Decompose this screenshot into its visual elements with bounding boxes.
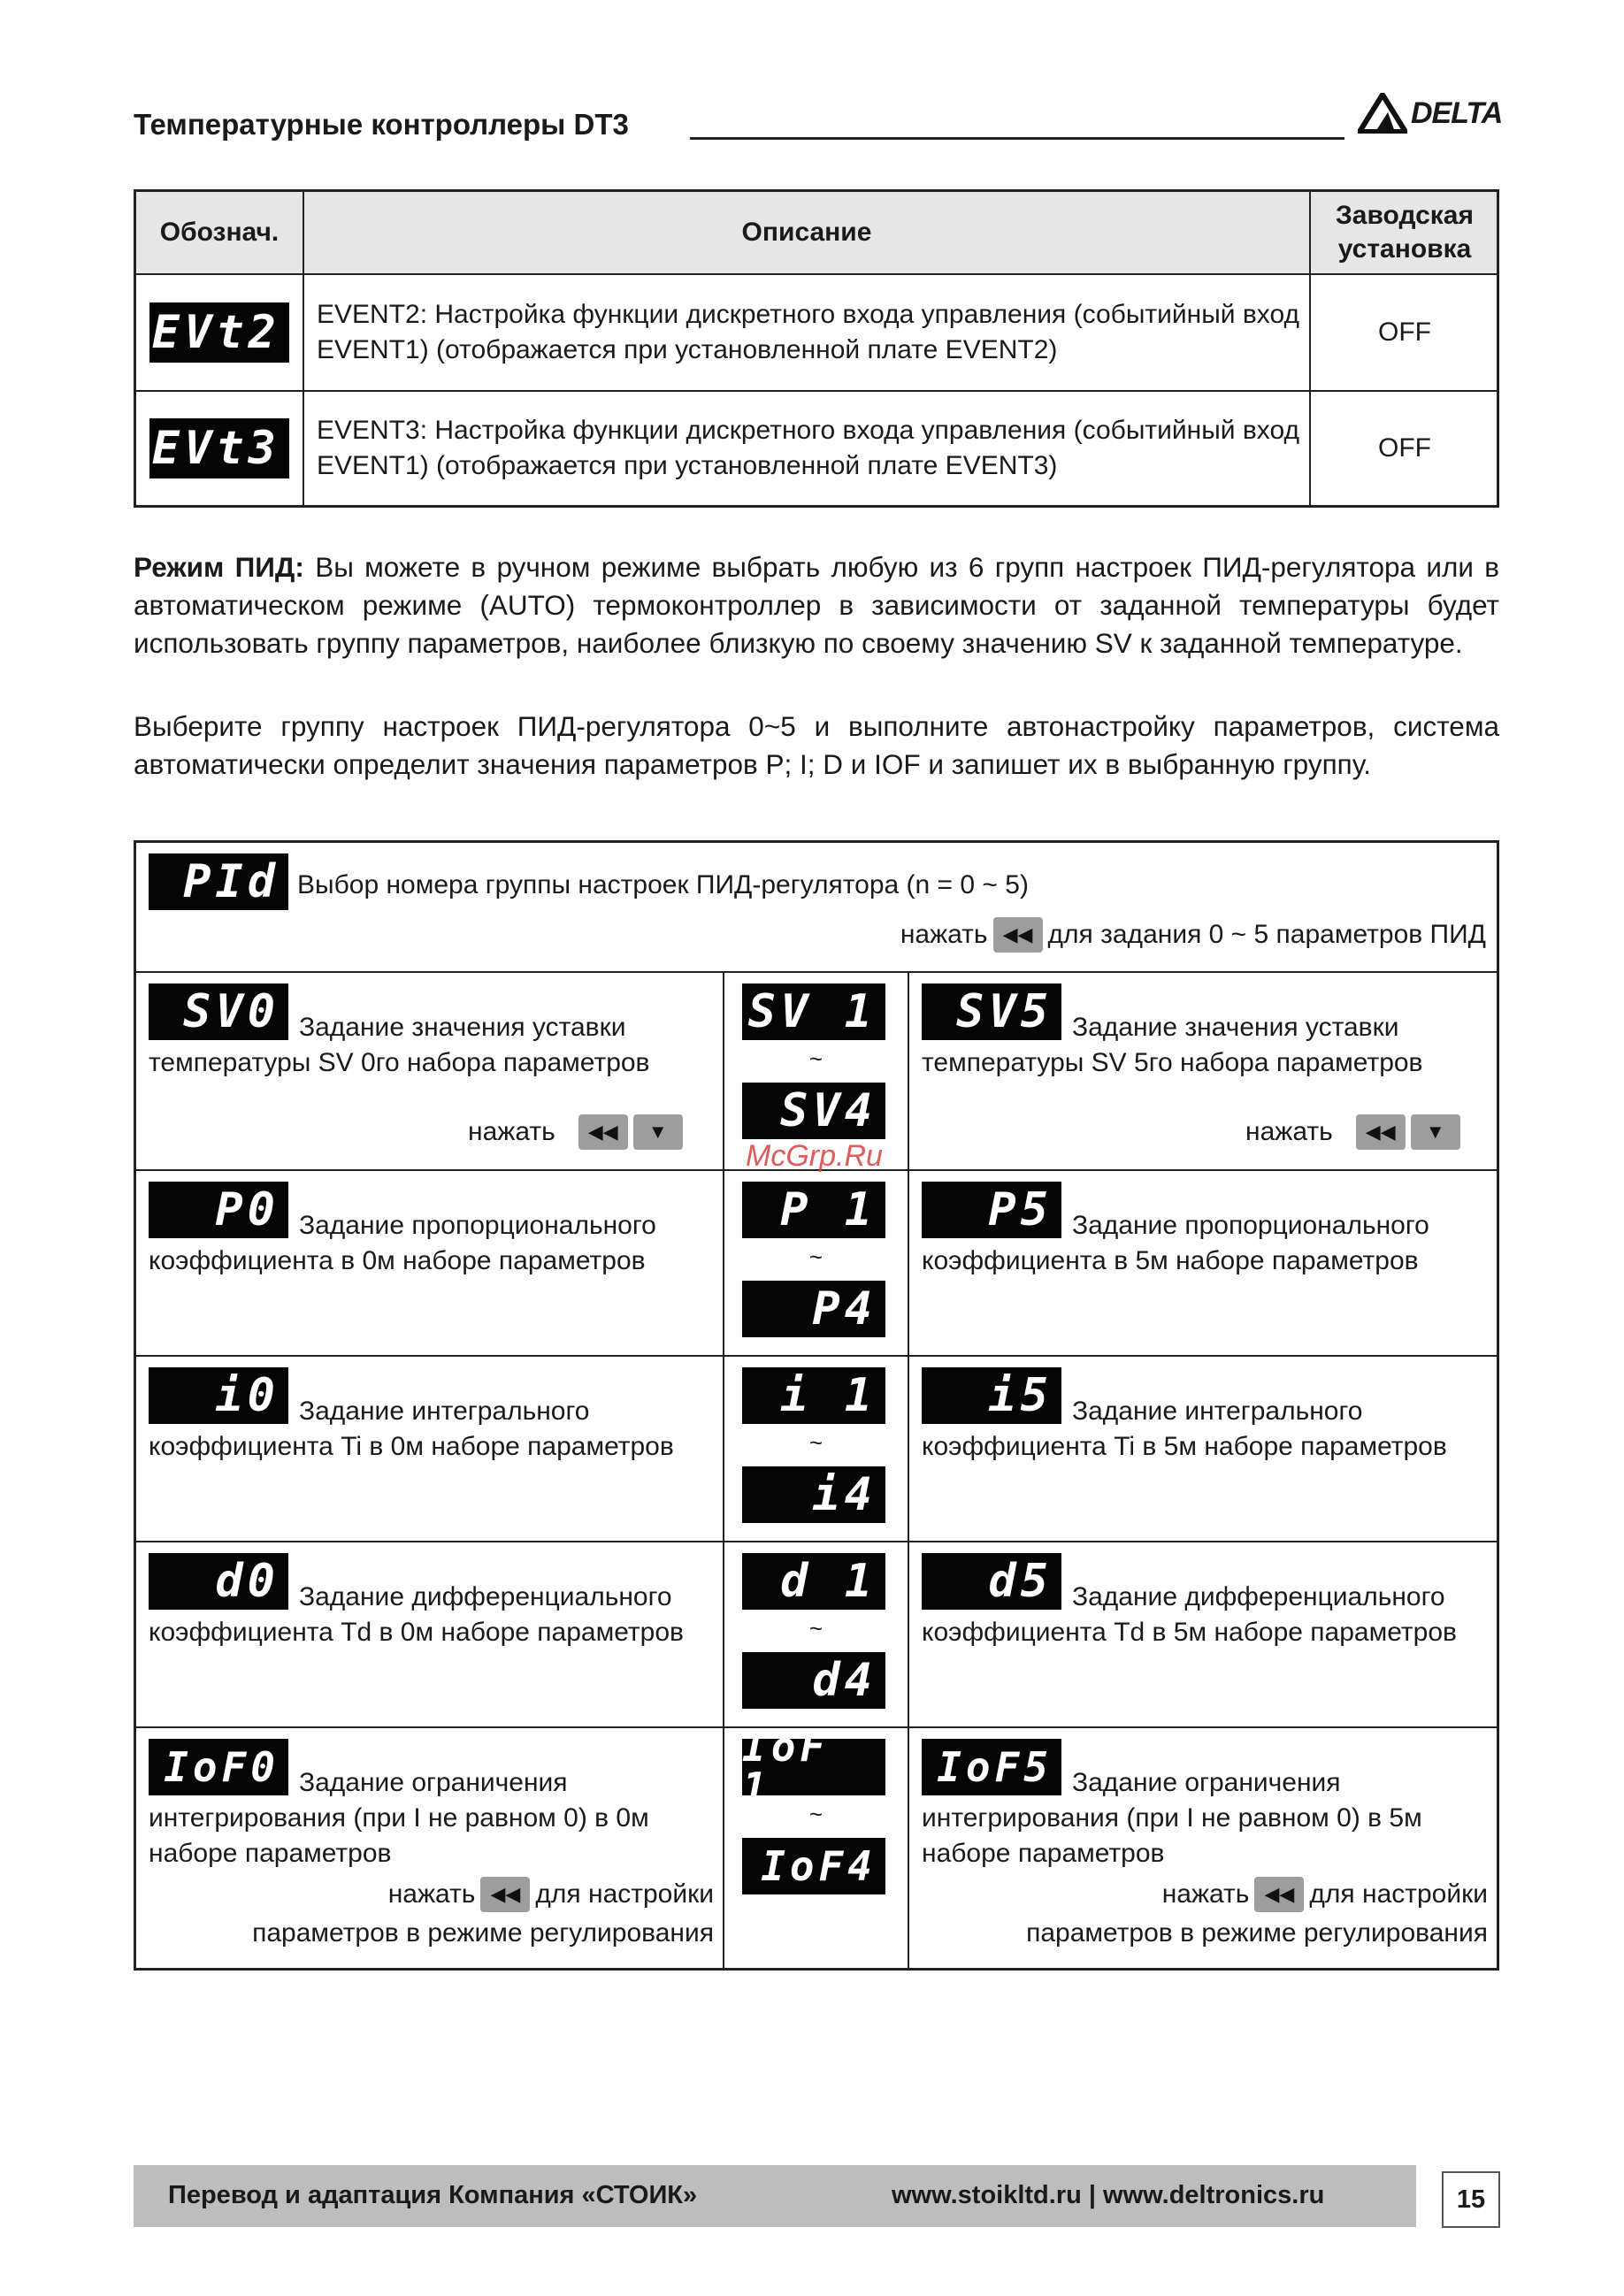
pid-row-i [136, 1357, 1497, 1542]
press-hint: нажать ◀◀ ▼ [1245, 1114, 1460, 1150]
footer-credit: Перевод и адаптация Компания «СТОИК» [168, 2181, 698, 2209]
back-button-icon: ◀◀ [480, 1877, 530, 1912]
watermark: McGrp.Ru [746, 1139, 883, 1173]
row-default-value: OFF [1378, 433, 1431, 463]
press-hint: нажать ◀◀ для настройки [1162, 1877, 1488, 1912]
row-default-value: OFF [1378, 318, 1431, 347]
press-hint-line2: параметров в режиме регулирования [252, 1918, 714, 1948]
range-tilde: ~ [808, 1615, 823, 1642]
cell-text: Задание пропорционального коэффициента в 0м наборе параметров [149, 1211, 656, 1275]
column-header-description: Описание [304, 192, 1311, 273]
range-tilde: ~ [808, 1801, 823, 1827]
led-display: d5 [922, 1553, 1061, 1610]
event-table [134, 189, 1499, 508]
cell-text: Задание интегрального коэффициента Ti в 5м наборе параметров [922, 1397, 1447, 1461]
cell-text: Задание значения уставки температуры SV 5го набора параметров [922, 1013, 1423, 1077]
led-display: IoF5 [922, 1739, 1061, 1795]
led-display: IoF 1 [742, 1739, 885, 1795]
page-header-title: Температурные контроллеры DT3 [134, 108, 629, 141]
cell-text: Задание ограничения интегрирования (при I не равном 0) в 5м наборе параметров [922, 1768, 1422, 1868]
cell-text: Задание дифференциального коэффициента Td в 0м наборе параметров [149, 1582, 684, 1647]
press-hint: нажать ◀◀ ▼ [468, 1114, 683, 1150]
led-display: i4 [742, 1466, 885, 1523]
led-display: d 1 [742, 1553, 885, 1610]
pid-mode-label: Режим ПИД: [134, 551, 304, 583]
pid-row-d [136, 1542, 1497, 1728]
led-display: i 1 [742, 1367, 885, 1424]
range-tilde: ~ [808, 1244, 823, 1270]
led-display: SV4 [742, 1083, 885, 1139]
led-display: P5 [922, 1182, 1061, 1238]
press-hint: нажать ◀◀ для настройки [388, 1877, 714, 1912]
led-display: IoF4 [742, 1838, 885, 1894]
led-display: i5 [922, 1367, 1061, 1424]
led-display: P 1 [742, 1182, 885, 1238]
down-button-icon: ▼ [633, 1114, 683, 1150]
table-header-row [136, 192, 1497, 275]
pid-mode-text: Вы можете в ручном режиме выбрать любую из 6 групп настроек ПИД-регулятора или в автоматическом режиме (AUTO) термоконтроллер в зависимости от заданной температуры будет использовать группу параметров, наиболее близкую по своему значению SV к заданной температуре. [134, 551, 1499, 659]
table-row [136, 392, 1497, 505]
logo-text: DELTA [1411, 96, 1503, 130]
row-description: EVENT3: Настройка функции дискретного входа управления (событийный вход EVENT1) (отображается при установленной плате EVENT3) [304, 392, 1311, 505]
pid-row-iof [136, 1723, 1497, 1968]
led-display: P4 [742, 1281, 885, 1337]
cell-text: Задание интегрального коэффициента Ti в 0м наборе параметров [149, 1397, 674, 1461]
back-button-icon: ◀◀ [578, 1114, 628, 1150]
press-hint-line2: параметров в режиме регулирования [1026, 1918, 1488, 1948]
column-header-code: Обознач. [136, 192, 304, 273]
cell-text: Задание пропорционального коэффициента в 5м наборе параметров [922, 1211, 1429, 1275]
cell-text: Задание дифференциального коэффициента Td в 5м наборе параметров [922, 1582, 1457, 1647]
delta-triangle-icon [1358, 93, 1407, 134]
back-button-icon: ◀◀ [993, 917, 1043, 953]
page-number: 15 [1442, 2171, 1500, 2228]
pid-mode-paragraph [134, 548, 1499, 662]
led-display: d4 [742, 1652, 885, 1709]
press-hint: нажать ◀◀ для задания 0 ~ 5 параметров ПИД [900, 917, 1486, 953]
select-group-paragraph: Выберите группу настроек ПИД-регулятора 0~5 и выполните автонастройку параметров, система автоматически определит значения параметров P; I; D и IOF и запишет их в выбранную группу. [134, 710, 1499, 780]
down-button-icon: ▼ [1411, 1114, 1460, 1150]
range-tilde: ~ [808, 1045, 823, 1072]
cell-text: Задание ограничения интегрирования (при I не равном 0) в 0м наборе параметров [149, 1768, 649, 1868]
led-display: i0 [149, 1367, 288, 1424]
pid-select-row [136, 843, 1497, 973]
led-display: EVt2 [149, 302, 289, 363]
led-display: SV 1 [742, 983, 885, 1040]
led-display: IoF0 [149, 1739, 288, 1795]
range-tilde: ~ [808, 1429, 823, 1456]
column-header-default: Заводская установка [1336, 201, 1474, 264]
pid-select-text: Выбор номера группы настроек ПИД-регулятора (n = 0 ~ 5) [297, 870, 1029, 899]
pid-row-p [136, 1171, 1497, 1357]
led-display: EVt3 [149, 418, 289, 478]
led-display: SV5 [922, 983, 1061, 1040]
delta-logo [1358, 93, 1502, 134]
pid-settings-table [134, 840, 1499, 1971]
row-description: EVENT2: Настройка функции дискретного входа управления (событийный вход EVENT1) (отображается при установленной плате EVENT2) [304, 275, 1311, 390]
header-rule [690, 137, 1344, 140]
led-display: PId [149, 853, 288, 910]
back-button-icon: ◀◀ [1254, 1877, 1304, 1912]
cell-text: Задание значения уставки температуры SV 0го набора параметров [149, 1013, 650, 1077]
back-button-icon: ◀◀ [1356, 1114, 1406, 1150]
table-row [136, 275, 1497, 392]
led-display: SV0 [149, 983, 288, 1040]
footer-links: www.stoikltd.ru | www.deltronics.ru [892, 2181, 1325, 2209]
led-display: P0 [149, 1182, 288, 1238]
led-display: d0 [149, 1553, 288, 1610]
